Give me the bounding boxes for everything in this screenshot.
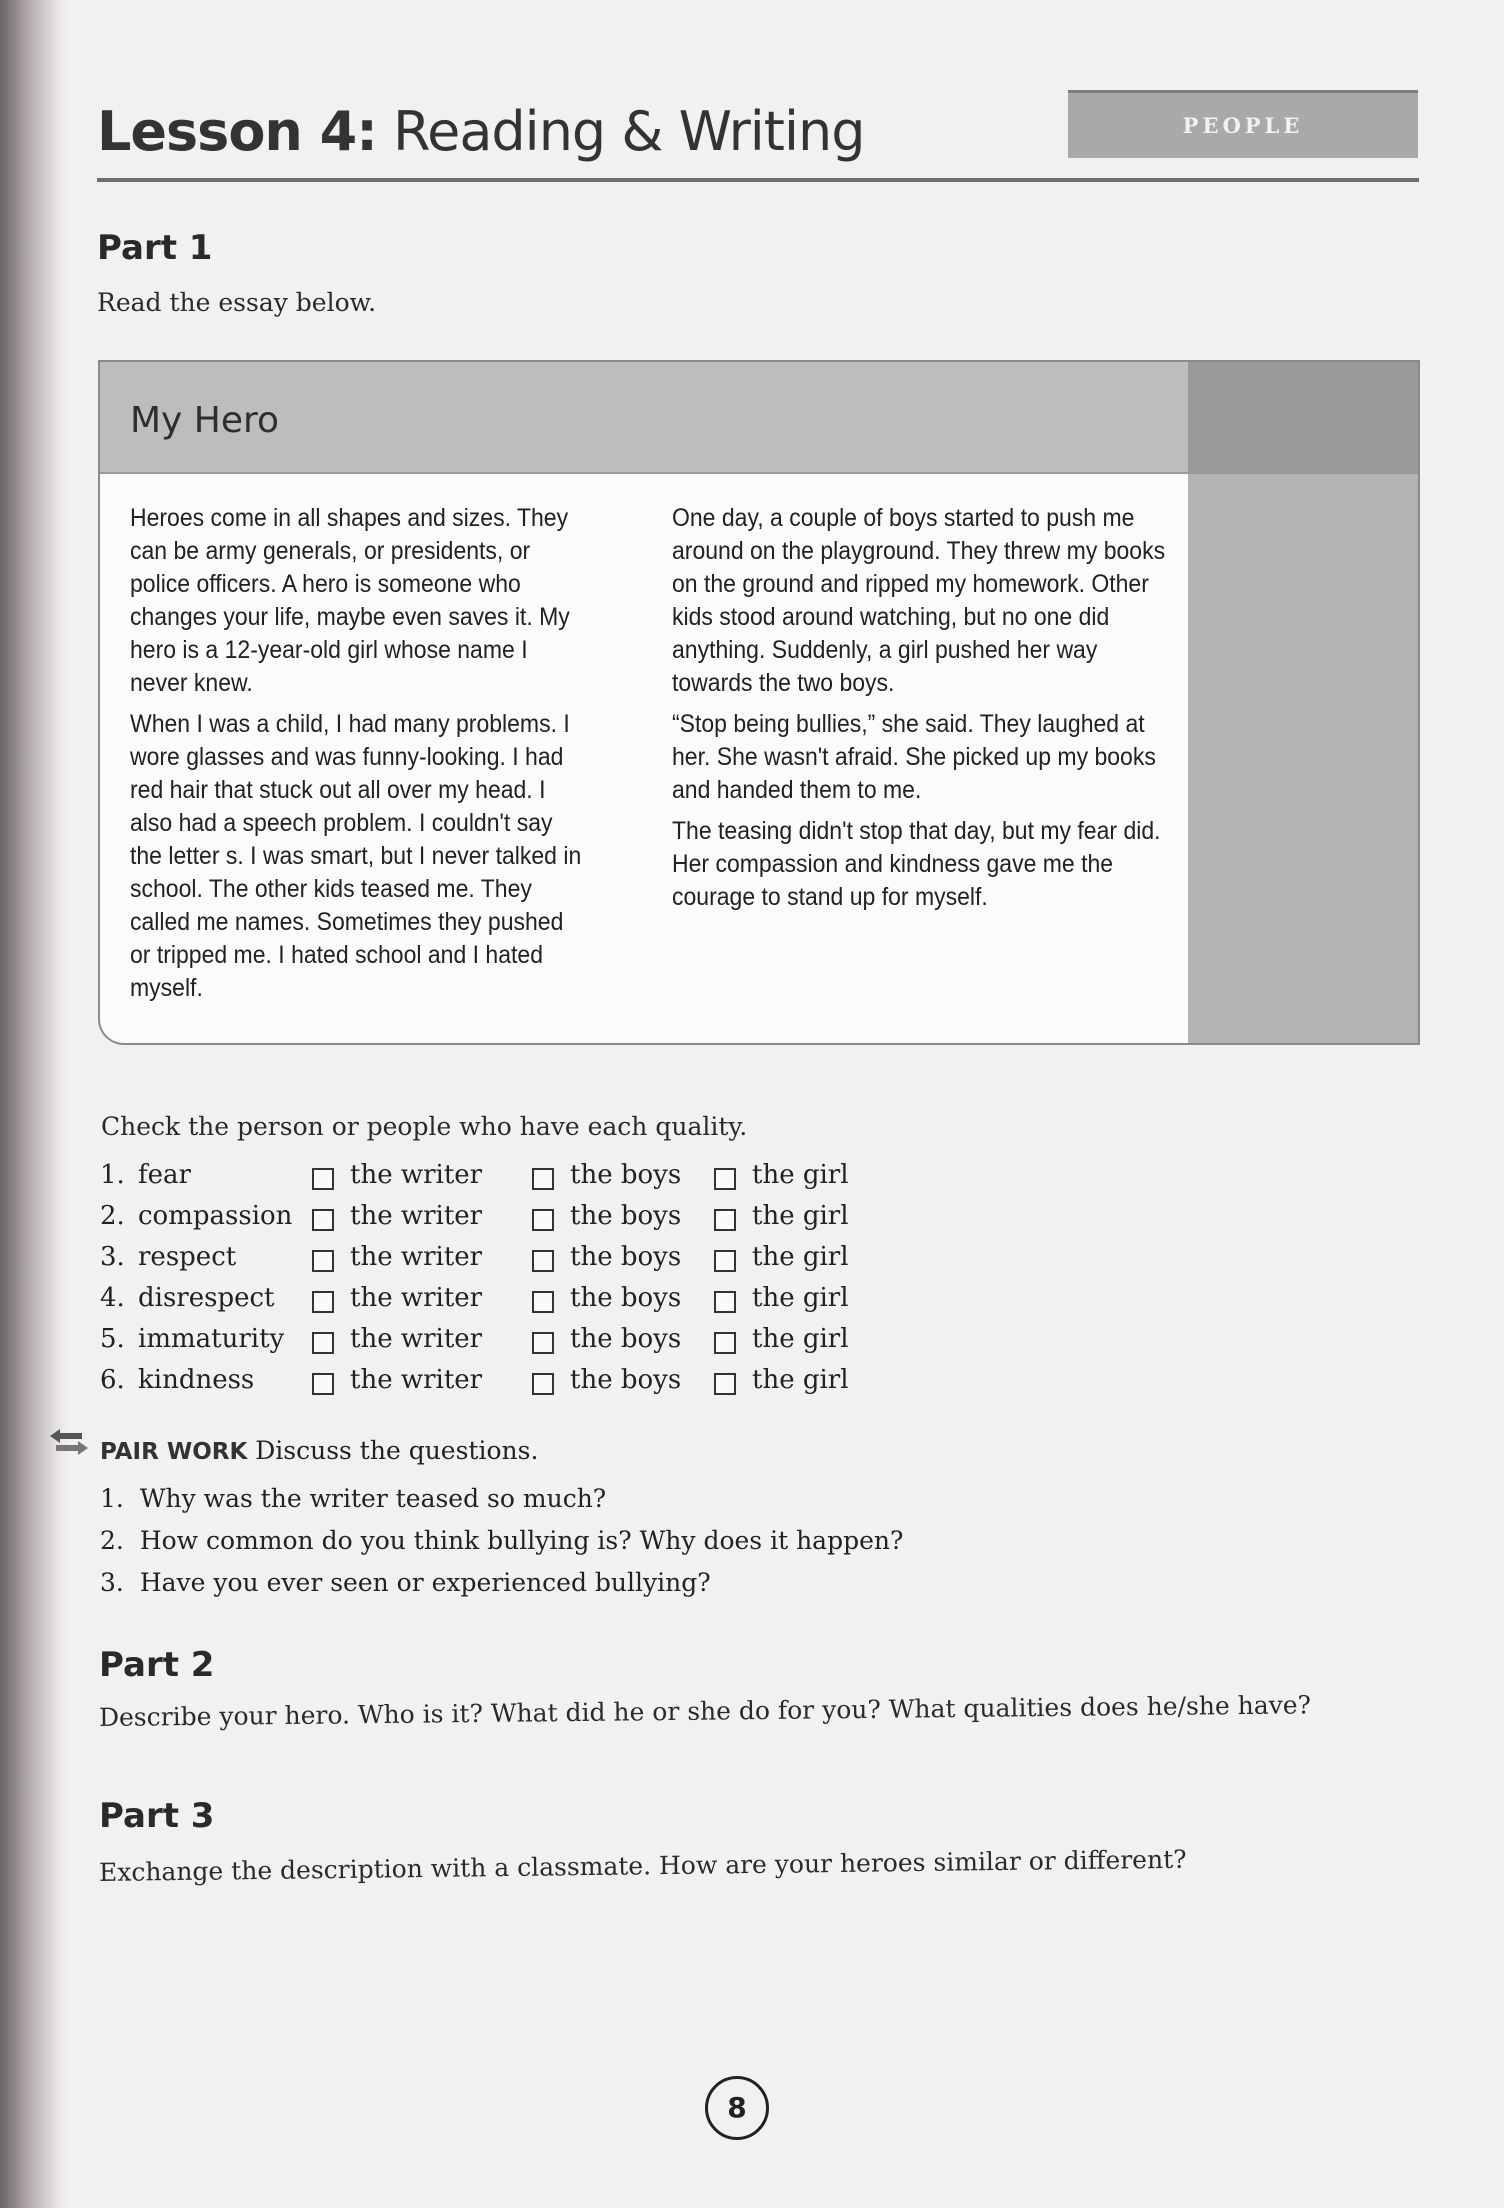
page-number: 8 bbox=[705, 2076, 769, 2140]
option-label: the writer bbox=[350, 1324, 483, 1354]
checkbox[interactable] bbox=[532, 1291, 554, 1313]
item-quality: disrespect bbox=[138, 1283, 275, 1313]
part1-instruction: Read the essay below. bbox=[97, 288, 377, 317]
checkbox[interactable] bbox=[714, 1209, 736, 1231]
essay-box bbox=[98, 360, 1420, 1045]
checkbox[interactable] bbox=[714, 1291, 736, 1313]
essay-paragraph: When I was a child, I had many problems. I wore glasses and was funny-looking. I had red hair that stuck out all over my head. I also had a speech problem. I couldn't say the letter s. I was smart, but I never talked in school. The other kids teased me. They called me names. Sometimes they pushed or tripped me. I hated school and I hated myself. bbox=[130, 710, 582, 1002]
checkbox[interactable] bbox=[312, 1209, 334, 1231]
pair-work-line bbox=[100, 1436, 538, 1465]
checkbox[interactable] bbox=[532, 1332, 554, 1354]
essay-corner bbox=[1188, 362, 1418, 474]
checklist-row bbox=[100, 1365, 900, 1405]
essay-paragraph: The teasing didn't stop that day, but my fear did. Her compassion and kindness gave me the courage to stand up for myself. bbox=[672, 817, 1161, 911]
question-number: 2. bbox=[100, 1526, 124, 1555]
checklist-instruction: Check the person or people who have each quality. bbox=[101, 1112, 748, 1141]
checklist-row bbox=[100, 1283, 900, 1323]
item-quality: compassion bbox=[138, 1201, 293, 1231]
option-label: the writer bbox=[350, 1201, 483, 1231]
item-number: 3. bbox=[100, 1242, 125, 1272]
question-item bbox=[100, 1526, 903, 1555]
page-binding-shadow bbox=[0, 0, 70, 2208]
pair-work-instruction: Discuss the questions. bbox=[255, 1436, 539, 1465]
option-label: the girl bbox=[752, 1365, 849, 1395]
part3-text: Exchange the description with a classmate. How are your heroes similar or different? bbox=[98, 1844, 1187, 1887]
question-item bbox=[100, 1568, 711, 1597]
essay-paragraph: One day, a couple of boys started to push me around on the playground. They threw my books on the ground and ripped my homework. Other kids stood around watching, but no one did anything. Suddenly, a girl pushed her way towards the two boys. bbox=[672, 504, 1166, 697]
unit-badge: PEOPLE bbox=[1068, 90, 1418, 158]
option-label: the girl bbox=[752, 1324, 849, 1354]
option-label: the boys bbox=[570, 1283, 682, 1313]
option-label: the writer bbox=[350, 1283, 483, 1313]
question-item bbox=[100, 1484, 606, 1513]
item-number: 2. bbox=[100, 1201, 125, 1231]
checklist-row bbox=[100, 1324, 900, 1364]
option-label: the writer bbox=[350, 1242, 483, 1272]
option-label: the boys bbox=[570, 1324, 682, 1354]
lesson-title: Lesson 4: Reading & Writing bbox=[97, 100, 865, 163]
question-text: Why was the writer teased so much? bbox=[139, 1484, 607, 1513]
essay-paragraph: “Stop being bullies,” she said. They laughed at her. She wasn't afraid. She picked up my books and handed them to me. bbox=[672, 710, 1156, 804]
checklist-row bbox=[100, 1160, 900, 1200]
option-label: the boys bbox=[570, 1201, 682, 1231]
checklist-row bbox=[100, 1201, 900, 1241]
checkbox[interactable] bbox=[312, 1332, 334, 1354]
checkbox[interactable] bbox=[532, 1209, 554, 1231]
checkbox[interactable] bbox=[714, 1168, 736, 1190]
option-label: the boys bbox=[570, 1242, 682, 1272]
item-number: 4. bbox=[100, 1283, 125, 1313]
option-label: the boys bbox=[570, 1160, 682, 1190]
question-number: 1. bbox=[100, 1484, 124, 1513]
option-label: the writer bbox=[350, 1160, 483, 1190]
pair-work-label: PAIR WORK bbox=[100, 1439, 248, 1465]
option-label: the girl bbox=[752, 1201, 849, 1231]
part2-heading: Part 2 bbox=[99, 1645, 215, 1685]
title-rule bbox=[97, 178, 1419, 182]
checkbox[interactable] bbox=[532, 1168, 554, 1190]
option-label: the girl bbox=[752, 1283, 849, 1313]
item-quality: fear bbox=[138, 1160, 191, 1190]
checkbox[interactable] bbox=[714, 1250, 736, 1272]
essay-left-column bbox=[130, 502, 590, 1013]
option-label: the girl bbox=[752, 1242, 849, 1272]
item-quality: respect bbox=[138, 1242, 237, 1272]
item-quality: immaturity bbox=[138, 1324, 285, 1354]
checkbox[interactable] bbox=[312, 1291, 334, 1313]
essay-title: My Hero bbox=[130, 400, 280, 441]
option-label: the girl bbox=[752, 1160, 849, 1190]
part2-text: Describe your hero. Who is it? What did he or she do for you? What qualities does he/she have? bbox=[98, 1690, 1312, 1732]
checkbox[interactable] bbox=[532, 1373, 554, 1395]
item-quality: kindness bbox=[138, 1365, 255, 1395]
pair-work-icon bbox=[48, 1428, 90, 1454]
question-text: Have you ever seen or experienced bullying? bbox=[139, 1568, 711, 1597]
item-number: 1. bbox=[100, 1160, 125, 1190]
essay-right-column bbox=[672, 502, 1173, 922]
item-number: 6. bbox=[100, 1365, 125, 1395]
checkbox[interactable] bbox=[312, 1168, 334, 1190]
essay-paragraph: Heroes come in all shapes and sizes. They can be army generals, or presidents, or police officers. A hero is someone who changes your life, maybe even saves it. My hero is a 12-year-old girl whose name I never knew. bbox=[130, 504, 570, 697]
checkbox[interactable] bbox=[714, 1373, 736, 1395]
question-number: 3. bbox=[100, 1568, 124, 1597]
checkbox[interactable] bbox=[312, 1250, 334, 1272]
checkbox[interactable] bbox=[312, 1373, 334, 1395]
part1-heading: Part 1 bbox=[97, 228, 213, 268]
item-number: 5. bbox=[100, 1324, 125, 1354]
part3-heading: Part 3 bbox=[99, 1796, 215, 1836]
checklist-row bbox=[100, 1242, 900, 1282]
option-label: the writer bbox=[350, 1365, 483, 1395]
checkbox[interactable] bbox=[714, 1332, 736, 1354]
checkbox[interactable] bbox=[532, 1250, 554, 1272]
option-label: the boys bbox=[570, 1365, 682, 1395]
question-text: How common do you think bullying is? Why does it happen? bbox=[139, 1526, 904, 1555]
